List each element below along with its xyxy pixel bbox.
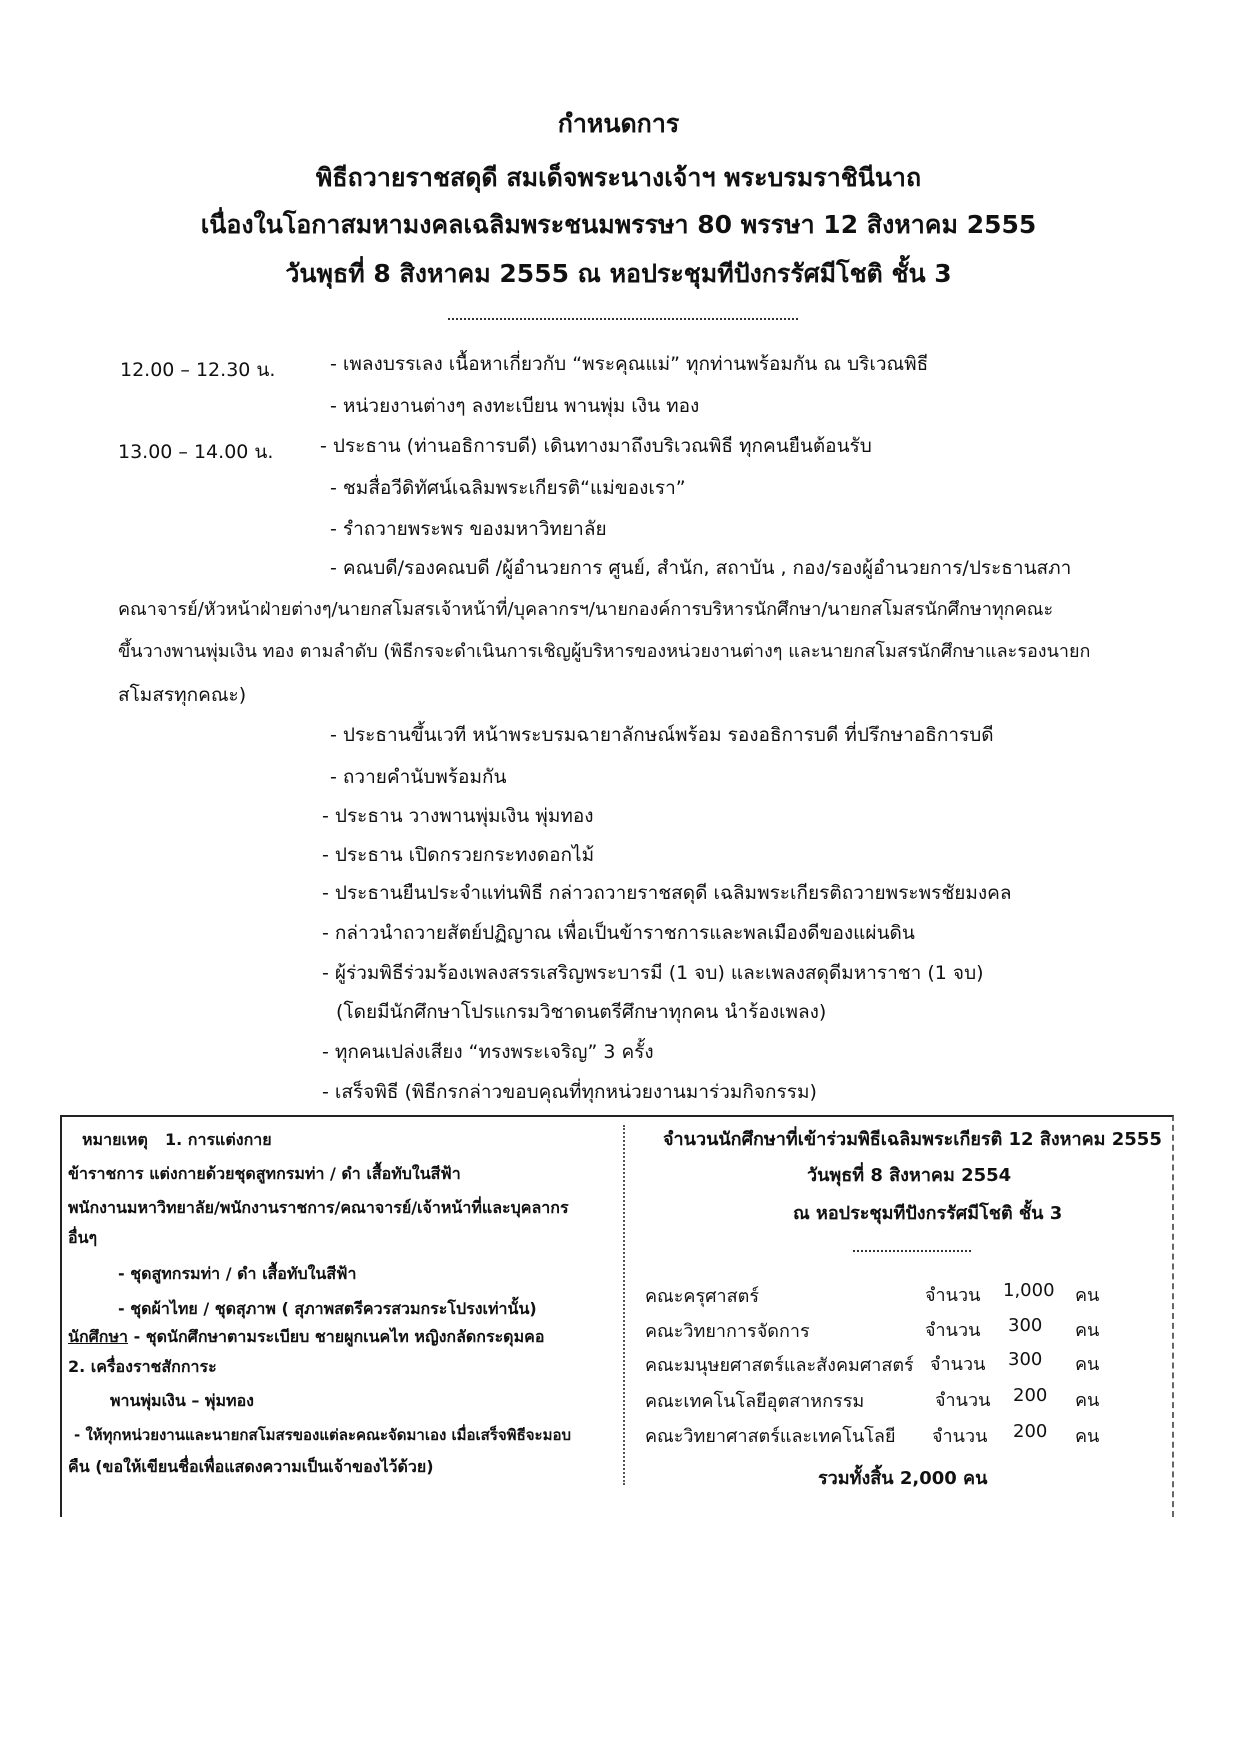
schedule-item: - กล่าวนำถวายสัตย์ปฏิญาณ เพื่อเป็นข้าราชการและพลเมืองดีของแผ่นดิน xyxy=(322,922,915,944)
faculty-name: คณะมนุษยศาสตร์และสังคมศาสตร์ xyxy=(645,1355,914,1376)
schedule-item: - คณบดี/รองคณบดี /ผู้อำนวยการ ศูนย์, สำนัก, สถาบัน , กอง/รองผู้อำนวยการ/ประธานสภา xyxy=(330,557,1072,579)
ritual-note-2: คืน (ขอให้เขียนชื่อเพื่อแสดงความเป็นเจ้าของไว้ด้วย) xyxy=(68,1457,434,1476)
ritual-heading: 2. เครื่องราชสักการะ xyxy=(68,1357,217,1376)
faculty-name: คณะเทคโนโลยีอุตสาหกรรม xyxy=(645,1391,865,1412)
count-label: จำนวน xyxy=(932,1426,988,1447)
summary-total: รวมทั้งสิ้น 2,000 คน xyxy=(818,1468,988,1489)
schedule-item: - ประธาน วางพานพุ่มเงิน พุ่มทอง xyxy=(322,805,594,827)
count-label: จำนวน xyxy=(930,1354,986,1375)
schedule-item: - ประธานขึ้นเวที หน้าพระบรมฉายาลักษณ์พร้อม รองอธิการบดี ที่ปรึกษาอธิการบดี xyxy=(330,724,994,746)
summary-title: จำนวนนักศึกษาที่เข้าร่วมพิธีเฉลิมพระเกียรติ 12 สิงหาคม 2555 xyxy=(663,1129,1162,1150)
schedule-item: (โดยมีนักศึกษาโปรแกรมวิชาดนตรีศึกษาทุกคน นำร้องเพลง) xyxy=(336,1001,827,1023)
staff-dress-1: พนักงานมหาวิทยาลัย/พนักงานราชการ/คณาจารย์/เจ้าหน้าที่และบุคลากร xyxy=(68,1198,569,1217)
schedule-item: - ชมสื่อวีดิทัศน์เฉลิมพระเกียรติ“แม่ของเรา” xyxy=(330,477,686,499)
dotted-divider xyxy=(448,318,798,320)
student-label: นักศึกษา xyxy=(68,1327,128,1346)
faculty-name: คณะวิทยาการจัดการ xyxy=(645,1321,810,1342)
count-unit: คน xyxy=(1075,1390,1100,1411)
time-slot-1: 12.00 – 12.30 น. xyxy=(120,359,276,381)
schedule-item: - ผู้ร่วมพิธีร่วมร้องเพลงสรรเสริญพระบารมี (1 จบ) และเพลงสดุดีมหาราชา (1 จบ) xyxy=(322,962,984,984)
schedule-item: - ประธาน เปิดกรวยกระทงดอกไม้ xyxy=(322,844,595,866)
schedule-item: - ประธาน (ท่านอธิการบดี) เดินทางมาถึงบริเวณพิธี ทุกคนยืนต้อนรับ xyxy=(320,435,872,457)
ritual-note-1: - ให้ทุกหน่วยงานและนายกสโมสรของแต่ละคณะจัดมาเอง เมื่อเสร็จพิธีจะมอบ xyxy=(74,1426,571,1444)
faculty-count: 1,000 xyxy=(1003,1280,1055,1301)
ritual-item: พานพุ่มเงิน – พุ่มทอง xyxy=(110,1391,254,1410)
count-unit: คน xyxy=(1075,1320,1100,1341)
dress-option-2: - ชุดผ้าไทย / ชุดสุภาพ ( สุภาพสตรีควรสวมกระโปรงเท่านั้น) xyxy=(118,1299,537,1318)
time-slot-2: 13.00 – 14.00 น. xyxy=(118,441,274,463)
gov-dress: ข้าราชการ แต่งกายด้วยชุดสูทกรมท่า / ดำ เสื้อทับในสีฟ้า xyxy=(68,1164,461,1183)
student-dress xyxy=(68,1325,544,1350)
staff-dress-2: อื่นๆ xyxy=(68,1228,98,1247)
count-unit: คน xyxy=(1075,1354,1100,1375)
schedule-item: ขึ้นวางพานพุ่มเงิน ทอง ตามลำดับ (พิธีกรจะดำเนินการเชิญผู้บริหารของหน่วยงานต่างๆ และนายกสโมสรนักศึกษาและรองนายก xyxy=(118,641,1091,662)
count-label: จำนวน xyxy=(935,1390,991,1411)
schedule-item: - ถวายคำนับพร้อมกัน xyxy=(330,766,507,788)
count-unit: คน xyxy=(1075,1285,1100,1306)
schedule-item: - ทุกคนเปล่งเสียง “ทรงพระเจริญ” 3 ครั้ง xyxy=(322,1041,654,1063)
schedule-item: - รำถวายพระพร ของมหาวิทยาลัย xyxy=(330,518,607,540)
summary-dotline xyxy=(853,1250,971,1252)
document-title: กำหนดการ xyxy=(557,109,680,138)
student-dress-text: - ชุดนักศึกษาตามระเบียบ ชายผูกเนคไท หญิงกลัดกระดุมคอ xyxy=(128,1327,545,1346)
faculty-name: คณะครุศาสตร์ xyxy=(645,1286,759,1307)
count-label: จำนวน xyxy=(925,1285,981,1306)
notes-label: หมายเหตุ xyxy=(82,1130,148,1149)
summary-venue: ณ หอประชุมทีปังกรรัศมีโชติ ชั้น 3 xyxy=(793,1203,1063,1224)
schedule-item: - เพลงบรรเลง เนื้อหาเกี่ยวกับ “พระคุณแม่” ทุกท่านพร้อมกัน ณ บริเวณพิธี xyxy=(330,353,929,375)
schedule-item: สโมสรทุกคณะ) xyxy=(118,684,247,706)
dress-option-1: - ชุดสูทกรมท่า / ดำ เสื้อทับในสีฟ้า xyxy=(118,1264,357,1283)
dress-heading: 1. การแต่งกาย xyxy=(165,1130,272,1149)
schedule-item: คณาจารย์/หัวหน้าฝ่ายต่างๆ/นายกสโมสรเจ้าหน้าที่/บุคลากรฯ/นายกองค์การบริหารนักศึกษา/นายกสโมสรนักศึกษาทุกคณะ xyxy=(118,599,1054,620)
column-divider xyxy=(623,1125,625,1485)
faculty-count: 200 xyxy=(1013,1421,1048,1442)
summary-date: วันพุธที่ 8 สิงหาคม 2554 xyxy=(807,1165,1012,1186)
faculty-name: คณะวิทยาศาสตร์และเทคโนโลยี xyxy=(645,1426,896,1447)
faculty-count: 300 xyxy=(1008,1349,1043,1370)
schedule-item: - ประธานยืนประจำแท่นพิธี กล่าวถวายราชสดุดี เฉลิมพระเกียรติถวายพระพรชัยมงคล xyxy=(322,882,1012,904)
date-venue-line: วันพุธที่ 8 สิงหาคม 2555 ณ หอประชุมทีปังกรรัศมีโชติ ชั้น 3 xyxy=(285,259,952,288)
faculty-count: 200 xyxy=(1013,1385,1048,1406)
ceremony-title: พิธีถวายราชสดุดี สมเด็จพระนางเจ้าฯ พระบรมราชินีนาถ xyxy=(315,163,922,192)
occasion-line: เนื่องในโอกาสมหามงคลเฉลิมพระชนมพรรษา 80 พรรษา 12 สิงหาคม 2555 xyxy=(200,210,1037,239)
schedule-item: - หน่วยงานต่างๆ ลงทะเบียน พานพุ่ม เงิน ทอง xyxy=(330,395,700,417)
count-label: จำนวน xyxy=(925,1320,981,1341)
count-unit: คน xyxy=(1075,1426,1100,1447)
schedule-item: - เสร็จพิธี (พิธีกรกล่าวขอบคุณที่ทุกหน่วยงานมาร่วมกิจกรรม) xyxy=(322,1081,817,1103)
faculty-count: 300 xyxy=(1008,1315,1043,1336)
